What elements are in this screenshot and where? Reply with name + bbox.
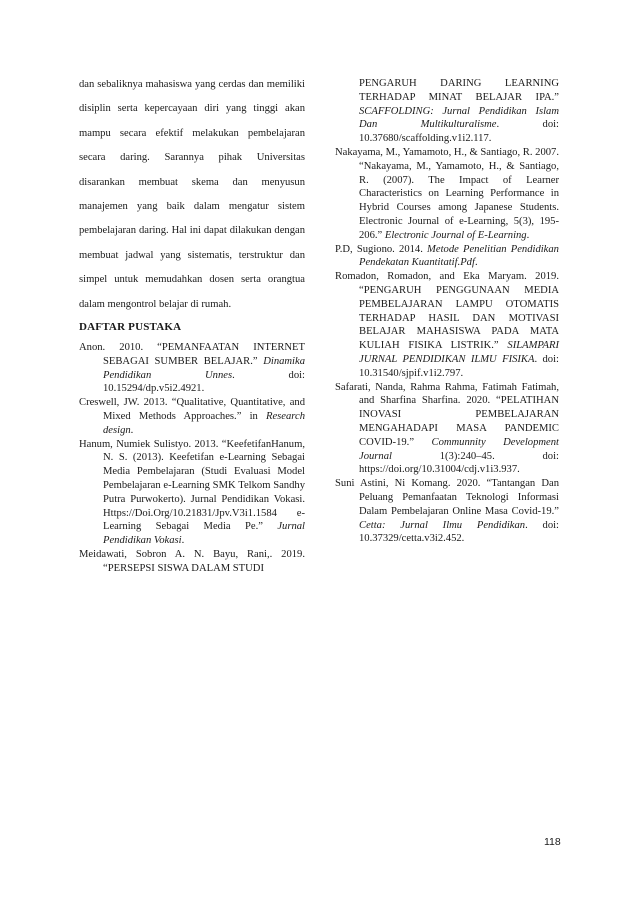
reference-source-title: Communnity Development Journal	[359, 436, 559, 462]
references-list-left	[79, 341, 305, 576]
reference-source-title: Research design	[103, 410, 305, 436]
reference-entry	[335, 477, 559, 546]
reference-entry	[79, 548, 305, 576]
reference-entry	[335, 243, 559, 271]
reference-doi: . doi: 10.31540/sjpif.v1i2.797.	[359, 353, 559, 379]
reference-text: Anon. 2010. “PEMANFAATAN INTERNET SEBAGAI SUMBER BELAJAR.”	[79, 342, 305, 367]
reference-text: Safarati, Nanda, Rahma Rahma, Fatimah Fatimah, and Sharfina Sharfina. 2020. “PELATIHAN INOVASI PEMBELAJARAN MENGAHADAPI MASA PANDEMIC COVID-19.”	[335, 381, 559, 448]
reference-text: Suni Astini, Ni Komang. 2020. “Tantangan Dan Peluang Pemanfaatan Teknologi Informasi Dalam Pembelajaran Online Masa Covid-19.”	[335, 478, 559, 517]
reference-entry	[79, 396, 305, 437]
reference-text: Meidawati, Sobron A. N. Bayu, Rani,. 2019. “PERSEPSI SISWA DALAM STUDI	[79, 548, 305, 574]
reference-doi: . doi: 10.37329/cetta.v3i2.452.	[359, 519, 560, 545]
reference-entry	[335, 270, 559, 380]
reference-doi: 1(3):240–45. doi: https://doi.org/10.31004/cdj.v1i3.937.	[359, 450, 559, 476]
reference-source-title: Metode Penelitian Pendidikan Pendekatan Kuantitatif.Pdf	[359, 243, 559, 269]
reference-entry	[79, 341, 305, 396]
body-paragraph	[79, 73, 305, 317]
references-heading: DAFTAR PUSTAKA	[79, 321, 182, 333]
references-list-right	[335, 77, 559, 546]
reference-entry	[335, 381, 559, 478]
reference-continuation	[335, 77, 559, 146]
reference-entry	[79, 438, 305, 548]
reference-doi: .	[526, 229, 530, 241]
reference-doi: .	[130, 424, 134, 436]
reference-text: Romadon, Romadon, and Eka Maryam. 2019. “PENGARUH PENGGUNAAN MEDIA PEMBELAJARAN LAMPU OTOMATIS TERHADAP HASIL DAN MOTIVASI BELAJAR MAHASISWA PADA MATA KULIAH FISIKA LISTRIK.”	[335, 271, 559, 352]
reference-text: PENGARUH DARING LEARNING TERHADAP MINAT BELAJAR IPA.”	[359, 78, 559, 103]
reference-text: Hanum, Numiek Sulistyo. 2013. “KeefetifanHanum, N. S. (2013). Keefetifan e-Learning Sebagai Media Pembelajaran (Studi Evaluasi Model Pembelajaran e-Learning SMK Telkom Sandhy Putra Purwokerto). Jurnal Pendidikan Vokasi. Https://Doi.Org/10.21831/Jpv.V3i1.1584 e-Learning Sebagai Media Pe.”	[79, 438, 305, 533]
reference-doi: . doi: 10.15294/dp.v5i2.4921.	[103, 369, 305, 395]
reference-doi: .	[181, 535, 185, 547]
reference-source-title: SCAFFOLDING: Jurnal Pendidikan Islam Dan Multikulturalisme	[359, 105, 559, 131]
reference-source-title: Jurnal Pendidikan Vokasi	[103, 521, 305, 547]
reference-doi: . doi: 10.37680/scaffolding.v1i2.117.	[359, 119, 559, 145]
reference-text: Creswell, JW. 2013. “Qualitative, Quantitative, and Mixed Methods Approaches.” in	[79, 397, 305, 422]
reference-text: Nakayama, M., Yamamoto, H., & Santiago, R. 2007. “Nakayama, M., Yamamoto, H., & Santiago, R. (2007). The Impact of Learner Characteristics on Learning Performance in Hybrid Courses among Japanese Students. Electronic Journal of e-Learning, 5(3), 195-206.”	[335, 146, 559, 241]
page-number: 118	[544, 836, 561, 848]
reference-text: P.D, Sugiono. 2014.	[335, 243, 428, 255]
reference-source-title: Dinamika Pendidikan Unnes	[103, 355, 305, 381]
reference-source-title: Electronic Journal of E-Learning	[384, 229, 527, 241]
reference-doi: .	[474, 257, 478, 269]
body-text: dan sebaliknya mahasiswa yang cerdas dan memiliki disiplin serta kepercayaan diri yang tinggi akan mampu secara efektif melakukan pembelajaran secara daring. Sarannya pihak Universitas disarankan membuat skema dan menyusun manajemen yang baik dalam mengatur sistem pembelajaran daring. Hal ini dapat dilakukan dengan membuat jadwal yang sistematis, terstruktur dan simpel untuk memudahkan dosen serta orangtua dalam mengontrol belajar di rumah.	[79, 79, 305, 310]
reference-source-title: Cetta: Jurnal Ilmu Pendidikan	[359, 519, 526, 531]
reference-source-title: SILAMPARI JURNAL PENDIDIKAN ILMU FISIKA	[359, 340, 559, 365]
reference-entry	[335, 146, 559, 243]
